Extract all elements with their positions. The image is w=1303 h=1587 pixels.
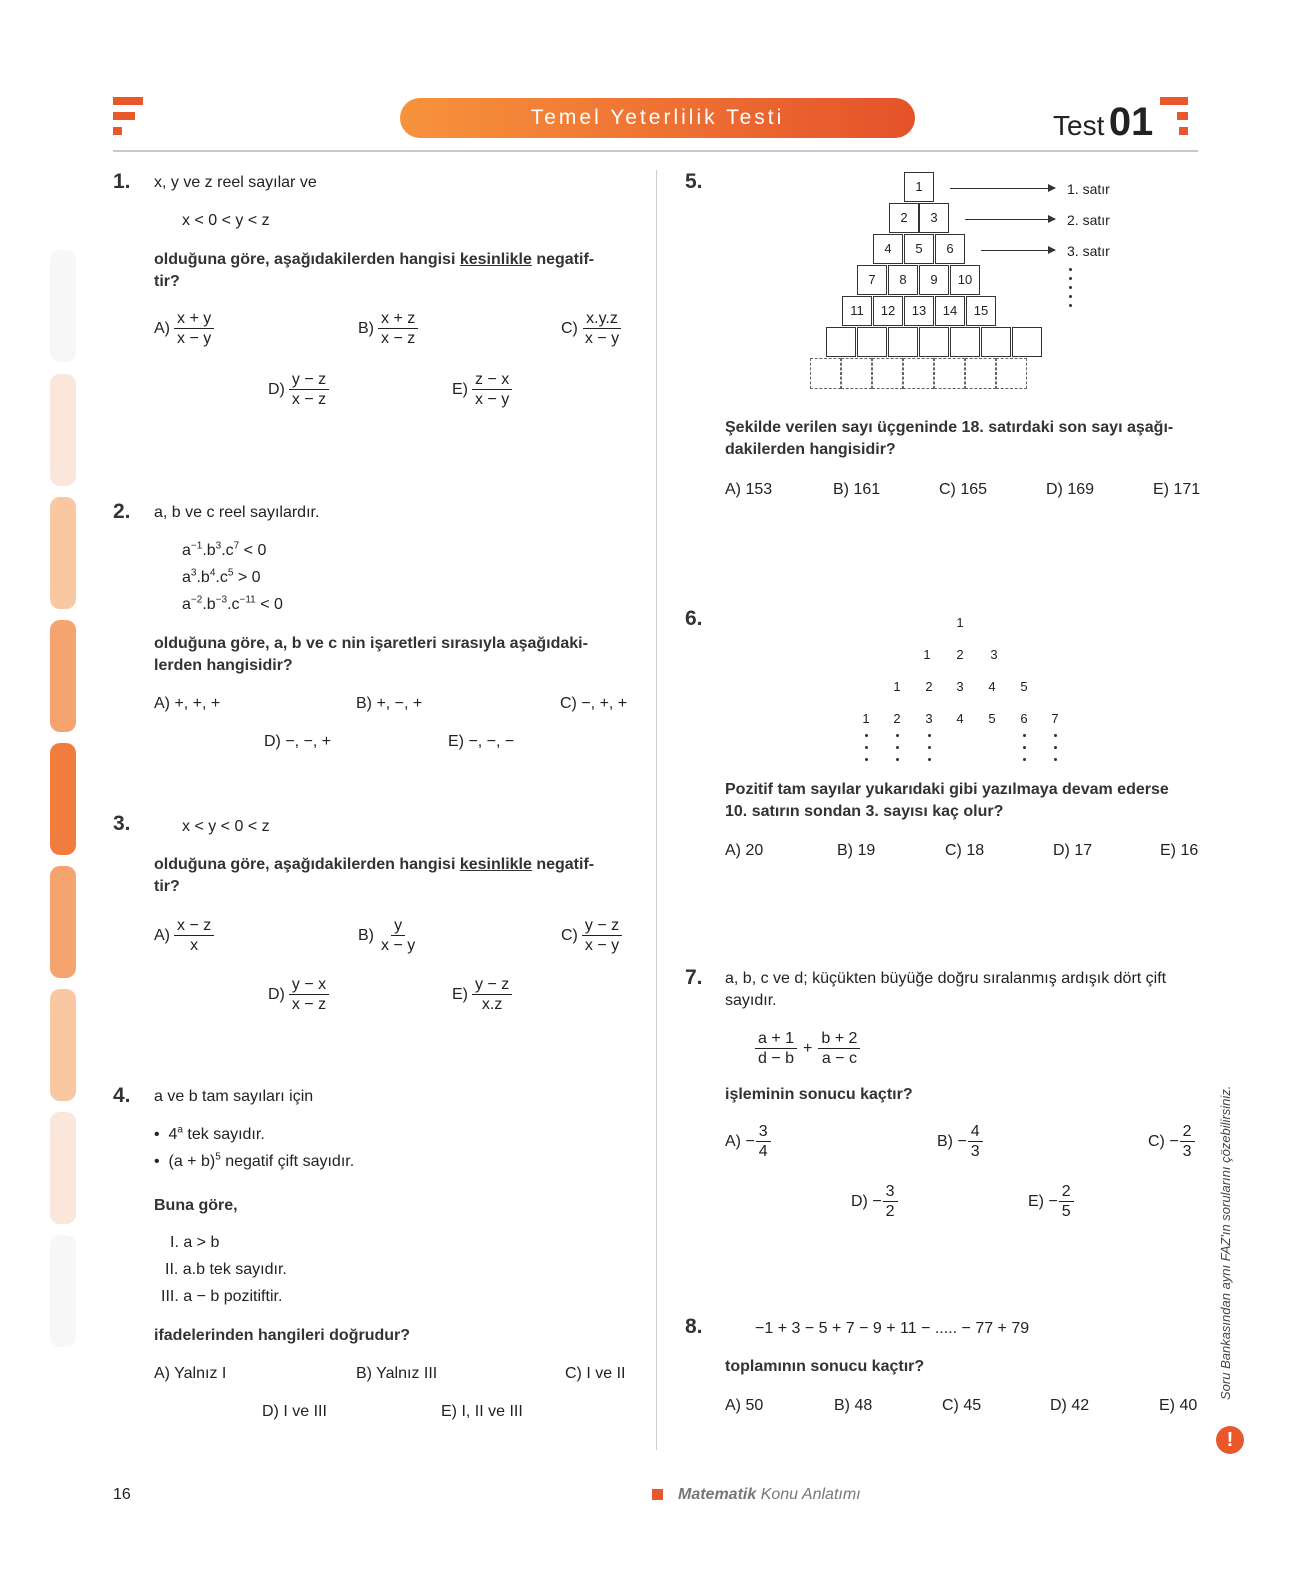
q8-option-b[interactable]: B) 48 <box>834 1397 873 1414</box>
q8-expression: −1 + 3 − 5 + 7 − 9 + 11 − ..... − 77 + 79 <box>755 1320 1030 1337</box>
q2-option-c[interactable]: C) −, +, + <box>560 695 628 712</box>
q8-option-c[interactable]: C) 45 <box>942 1397 982 1414</box>
q8-option-e[interactable]: E) 40 <box>1159 1397 1198 1414</box>
q6-option-b[interactable]: B) 19 <box>837 842 876 859</box>
triangle-cell <box>826 327 856 357</box>
q6-option-d[interactable]: D) 17 <box>1053 842 1093 859</box>
q4-statement-1: I. a > b <box>170 1234 220 1251</box>
triangle-cell <box>1012 327 1042 357</box>
q4-option-b[interactable]: B) Yalnız III <box>356 1365 438 1382</box>
triangle-cell-dashed <box>903 358 934 389</box>
question-number: 8. <box>685 1315 703 1338</box>
q1-option-a[interactable]: A) $\frac{x + y}{x - y}$ <box>154 309 214 348</box>
continuation-dot <box>865 758 868 761</box>
question-number: 3. <box>113 812 131 835</box>
q4-option-e[interactable]: E) I, II ve III <box>441 1403 523 1420</box>
pyramid-number: 1 <box>923 647 931 662</box>
row-label: 1. satır <box>1067 181 1110 197</box>
pyramid-number: 1 <box>862 711 870 726</box>
triangle-cell <box>950 327 980 357</box>
column-divider <box>656 170 657 1450</box>
continuation-dot <box>1054 734 1057 737</box>
triangle-cell: 6 <box>935 234 965 264</box>
q1-intro: x, y ve z reel sayılar ve <box>154 174 317 191</box>
side-tab <box>50 250 76 362</box>
triangle-cell: 13 <box>904 296 934 326</box>
question-number: 1. <box>113 170 131 193</box>
pyramid-number: 2 <box>925 679 933 694</box>
side-tab <box>50 866 76 978</box>
q6-option-a[interactable]: A) 20 <box>725 842 764 859</box>
q5-option-c[interactable]: C) 165 <box>939 481 988 498</box>
side-note: Soru Bankasından aynı FAZ'ın sorularını çözebilirsiniz. <box>1218 1085 1233 1400</box>
triangle-cell <box>857 327 887 357</box>
continuation-dot <box>896 734 899 737</box>
side-tab <box>50 1235 76 1347</box>
q2-ineq-2: $a^3.b^4.c^5 > 0$ <box>182 567 261 586</box>
q3-option-d[interactable]: D) $\frac{y - x}{x - z}$ <box>268 975 329 1014</box>
triangle-cell-dashed <box>810 358 841 389</box>
q7-intro: a, b, c ve d; küçükten büyüğe doğru sıralanmış ardışık dört çift <box>725 970 1167 987</box>
triangle-cell: 15 <box>966 296 996 326</box>
q3-option-c[interactable]: C) $\frac{y - z}{x - y}$ <box>561 916 622 955</box>
continuation-dot <box>865 734 868 737</box>
q1-question-cont: tir? <box>154 273 180 290</box>
q5-option-b[interactable]: B) 161 <box>833 481 881 498</box>
q1-option-e[interactable]: E) $\frac{z - x}{x - y}$ <box>452 370 512 409</box>
triangle-cell: 1 <box>904 172 934 202</box>
triangle-cell: 11 <box>842 296 872 326</box>
q4-option-a[interactable]: A) Yalnız I <box>154 1365 227 1382</box>
triangle-cell <box>888 327 918 357</box>
q1-condition: x < 0 < y < z <box>182 212 270 229</box>
continuation-dot <box>1069 277 1072 280</box>
q2-ineq-3: $a^{-2}.b^{-3}.c^{-11} < 0$ <box>182 594 283 613</box>
pyramid-number: 6 <box>1020 711 1028 726</box>
continuation-dot <box>928 734 931 737</box>
q3-option-b[interactable]: B) $\frac{y}{x - y}$ <box>358 917 416 954</box>
pyramid-number: 1 <box>956 615 964 630</box>
continuation-dot <box>1069 295 1072 298</box>
q5-option-a[interactable]: A) 153 <box>725 481 773 498</box>
pyramid-number: 1 <box>893 679 901 694</box>
triangle-cell: 5 <box>904 234 934 264</box>
triangle-cell: 9 <box>919 265 949 295</box>
triangle-cell: 14 <box>935 296 965 326</box>
triangle-cell-dashed <box>996 358 1027 389</box>
triangle-cell: 7 <box>857 265 887 295</box>
q7-expression: $\frac{a + 1}{d - b}$ + $\frac{b + 2}{a - c}$ <box>755 1029 860 1068</box>
continuation-dot <box>1069 286 1072 289</box>
triangle-cell-dashed <box>872 358 903 389</box>
q2-ineq-1: $a^{-1}.b^3.c^7 < 0$ <box>182 540 267 559</box>
continuation-dot <box>896 758 899 761</box>
q4-option-d[interactable]: D) I ve III <box>262 1403 327 1420</box>
q2-option-a[interactable]: A) +, +, + <box>154 695 221 712</box>
q4-buna: Buna göre, <box>154 1197 238 1214</box>
q4-intro: a ve b tam sayıları için <box>154 1088 314 1105</box>
q8-option-a[interactable]: A) 50 <box>725 1397 764 1414</box>
side-tab <box>50 497 76 609</box>
triangle-cell-dashed <box>965 358 996 389</box>
q6-question: Pozitif tam sayılar yukarıdaki gibi yazılmaya devam ederse <box>725 781 1169 798</box>
pyramid-number: 3 <box>925 711 933 726</box>
q1-question: olduğuna göre, aşağıdakilerden hangisi kesinlikle negatif- <box>154 251 595 268</box>
pyramid-number: 5 <box>988 711 996 726</box>
continuation-dot <box>1069 268 1072 271</box>
side-tab <box>50 989 76 1101</box>
side-tab <box>50 1112 76 1224</box>
q7-option-d[interactable]: D) − $\frac{3}{2}$ <box>851 1182 898 1221</box>
row-arrow <box>965 219 1055 220</box>
q2-question: olduğuna göre, a, b ve c nin işaretleri sırasıyla aşağıdaki- <box>154 635 588 652</box>
test-label <box>1053 100 1153 145</box>
triangle-cell <box>919 327 949 357</box>
info-icon: ! <box>1216 1426 1244 1454</box>
test-number: 01 <box>1108 100 1154 144</box>
q5-option-e[interactable]: E) 171 <box>1153 481 1201 498</box>
row-arrow <box>981 250 1055 251</box>
triangle-cell <box>981 327 1011 357</box>
side-tab <box>50 374 76 486</box>
q4-question: ifadelerinden hangileri doğrudur? <box>154 1327 411 1344</box>
q8-question: toplamının sonucu kaçtır? <box>725 1358 925 1375</box>
q1-option-c[interactable]: C) $\frac{x.y.z}{x - y}$ <box>561 310 620 347</box>
pyramid-number: 4 <box>956 711 964 726</box>
triangle-cell: 10 <box>950 265 980 295</box>
header-title: Temel Yeterlilik Testi <box>400 98 915 138</box>
pyramid-number: 3 <box>956 679 964 694</box>
triangle-cell-dashed <box>934 358 965 389</box>
q4-statement-3: III. a − b pozitiftir. <box>161 1288 283 1305</box>
question-number: 2. <box>113 500 131 523</box>
q7-option-c[interactable]: C) − $\frac{2}{3}$ <box>1148 1122 1195 1161</box>
continuation-dot <box>1054 758 1057 761</box>
q3-option-e[interactable]: E) $\frac{y - z}{x.z}$ <box>452 975 512 1014</box>
q4-statement-2: II. a.b tek sayıdır. <box>165 1261 287 1278</box>
q2-option-e[interactable]: E) −, −, − <box>448 733 515 750</box>
side-tab <box>50 743 76 855</box>
pyramid-number: 2 <box>893 711 901 726</box>
test-word: Test <box>1053 110 1105 141</box>
q7-question: işleminin sonucu kaçtır? <box>725 1086 913 1103</box>
q2-option-d[interactable]: D) −, −, + <box>264 733 332 750</box>
continuation-dot <box>865 746 868 749</box>
q1-option-d[interactable]: D) $\frac{y - z}{x - z}$ <box>268 370 329 409</box>
continuation-dot <box>1023 758 1026 761</box>
row-label: 3. satır <box>1067 243 1110 259</box>
pyramid-number: 4 <box>988 679 996 694</box>
pyramid-number: 5 <box>1020 679 1028 694</box>
q6-option-c[interactable]: C) 18 <box>945 842 985 859</box>
q3-condition: x < y < 0 < z <box>182 818 270 835</box>
page-number: 16 <box>113 1486 131 1503</box>
continuation-dot <box>896 746 899 749</box>
continuation-dot <box>1023 746 1026 749</box>
q2-intro: a, b ve c reel sayılardır. <box>154 504 320 521</box>
pyramid-number: 7 <box>1051 711 1059 726</box>
question-number: 6. <box>685 607 703 630</box>
pyramid-number: 2 <box>956 647 964 662</box>
q7-intro-cont: sayıdır. <box>725 992 777 1009</box>
triangle-cell: 12 <box>873 296 903 326</box>
continuation-dot <box>928 758 931 761</box>
q5-option-d[interactable]: D) 169 <box>1046 481 1095 498</box>
q2-option-b[interactable]: B) +, −, + <box>356 695 423 712</box>
q2-question-cont: lerden hangisidir? <box>154 657 293 674</box>
continuation-dot <box>1023 734 1026 737</box>
row-arrow <box>950 188 1055 189</box>
triangle-cell: 4 <box>873 234 903 264</box>
q3-option-a[interactable]: A) $\frac{x - z}{x}$ <box>154 916 214 955</box>
footer-subject: Matematik Konu Anlatımı <box>678 1486 861 1503</box>
question-number: 5. <box>685 170 703 193</box>
q6-option-e[interactable]: E) 16 <box>1160 842 1199 859</box>
row-label: 2. satır <box>1067 212 1110 228</box>
triangle-cell: 8 <box>888 265 918 295</box>
q8-option-d[interactable]: D) 42 <box>1050 1397 1090 1414</box>
q3-question: olduğuna göre, aşağıdakilerden hangisi kesinlikle negatif- <box>154 856 595 873</box>
triangle-cell: 3 <box>919 203 949 233</box>
pyramid-number: 3 <box>990 647 998 662</box>
question-number: 7. <box>685 966 703 989</box>
header-rule <box>113 150 1198 152</box>
continuation-dot <box>1054 746 1057 749</box>
q4-bullet-1: • 4$^a$ tek sayıdır. <box>154 1124 265 1143</box>
continuation-dot <box>928 746 931 749</box>
q7-option-a[interactable]: A) − $\frac{3}{4}$ <box>725 1122 771 1161</box>
q4-option-c[interactable]: C) I ve II <box>565 1365 626 1382</box>
continuation-dot <box>1069 304 1072 307</box>
question-number: 4. <box>113 1084 131 1107</box>
q5-question: Şekilde verilen sayı üçgeninde 18. satırdaki son sayı aşağı- <box>725 419 1174 436</box>
triangle-cell: 2 <box>889 203 919 233</box>
footer-square-icon <box>652 1489 663 1500</box>
q7-option-e[interactable]: E) − $\frac{2}{5}$ <box>1028 1182 1074 1221</box>
q1-option-b[interactable]: B) $\frac{x + z}{x - z}$ <box>358 309 418 348</box>
triangle-cell-dashed <box>841 358 872 389</box>
q6-question-cont: 10. satırın sondan 3. sayısı kaç olur? <box>725 803 1004 820</box>
q3-question-cont: tir? <box>154 878 180 895</box>
side-tab <box>50 620 76 732</box>
q4-bullet-2: • $(a + b)^5$ negatif çift sayıdır. <box>154 1151 355 1170</box>
q5-question-cont: dakilerden hangisidir? <box>725 441 896 458</box>
q7-option-b[interactable]: B) − $\frac{4}{3}$ <box>937 1122 983 1161</box>
